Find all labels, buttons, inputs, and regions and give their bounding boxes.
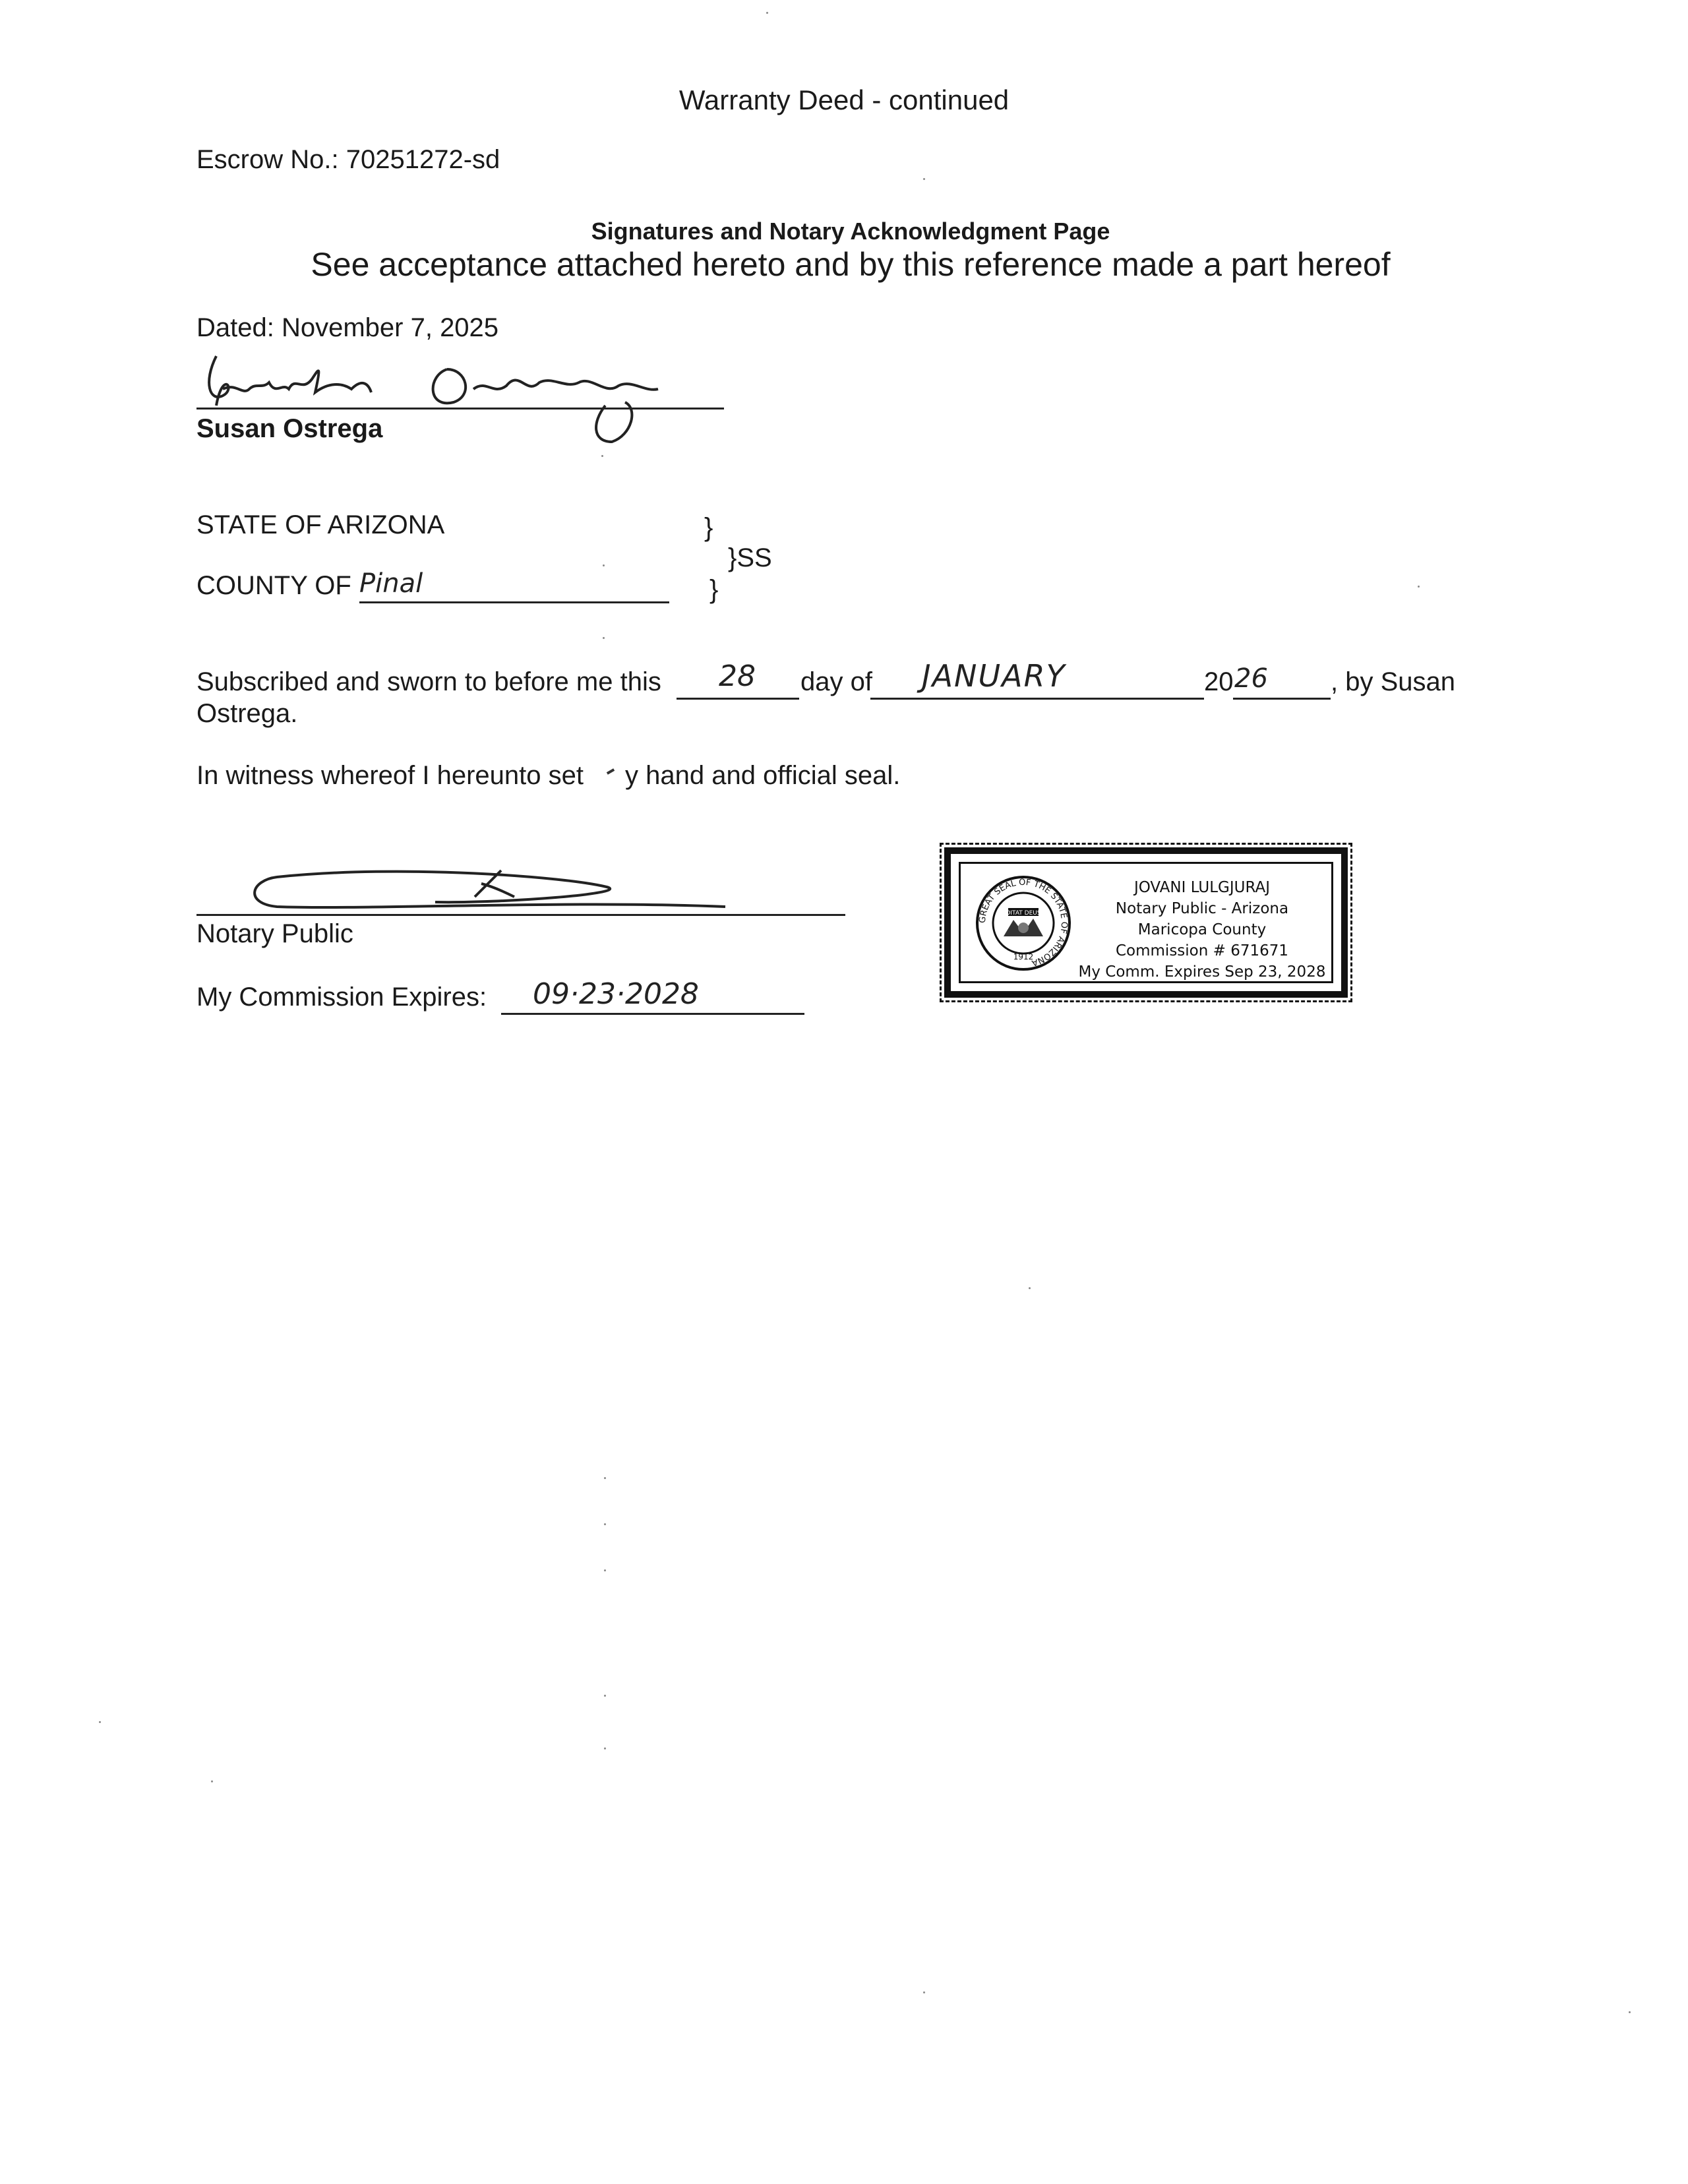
scan-speck — [601, 455, 603, 457]
scan-speck — [603, 564, 605, 566]
jurat-year-line — [1233, 698, 1331, 700]
section-subheading: See acceptance attached hereto and by this reference made a part hereof — [311, 246, 1391, 283]
jurat-month-line — [870, 698, 1204, 700]
stamp-expiration: My Comm. Expires Sep 23, 2028 — [1078, 963, 1326, 981]
commission-value: 09·23·2028 — [533, 977, 699, 1011]
stamp-commission: Commission # 671671 — [1115, 942, 1289, 959]
notary-signature-line — [196, 914, 845, 916]
notary-signature — [237, 857, 752, 923]
venue-brace-bottom: } — [709, 575, 719, 604]
scan-speck — [766, 12, 768, 14]
seal-year: 1912 — [1013, 952, 1034, 961]
scan-speck — [923, 1991, 925, 1993]
commission-label: My Commission Expires: — [196, 983, 487, 1012]
scan-speck — [604, 1523, 606, 1525]
scan-speck — [604, 1747, 606, 1749]
notary-stamp — [944, 847, 1348, 998]
county-label: COUNTY OF — [196, 571, 351, 600]
jurat-year-prefix: 20 — [1204, 667, 1234, 696]
jurat-month: JANUARY — [922, 658, 1066, 694]
state-label: STATE OF ARIZONA — [196, 510, 445, 539]
jurat-text-2: day of — [800, 667, 872, 696]
scan-speck — [1029, 1287, 1031, 1289]
jurat-text-1: Subscribed and sworn to before me this — [196, 667, 661, 696]
witness-text-b: y hand and official seal. — [625, 761, 901, 790]
scan-speck — [604, 1695, 606, 1697]
scan-speck — [1629, 2011, 1631, 2013]
signer-name: Susan Ostrega — [196, 414, 383, 443]
signer-signature-line — [196, 408, 724, 410]
scan-speck — [604, 1477, 606, 1479]
commission-line — [501, 1013, 804, 1015]
notary-label: Notary Public — [196, 919, 353, 948]
witness-text-a: In witness whereof I hereunto set — [196, 761, 584, 790]
jurat-text-line2: Ostrega. — [196, 699, 298, 728]
venue-brace-top: } — [704, 513, 713, 542]
jurat-year-suffix: 26 — [1234, 663, 1268, 694]
escrow-number: Escrow No.: 70251272-sd — [196, 145, 500, 174]
scan-speck — [604, 1569, 606, 1571]
jurat-day-line — [677, 698, 799, 700]
county-value: Pinal — [359, 568, 423, 599]
document-title: Warranty Deed - continued — [678, 84, 1010, 115]
scan-speck — [99, 1721, 101, 1723]
jurat-text-3: , by Susan — [1331, 667, 1456, 696]
scan-speck — [1418, 586, 1420, 588]
state-seal-icon — [974, 874, 1073, 973]
witness-mark — [607, 768, 615, 774]
seal-ring-text: GREAT SEAL OF THE STATE OF ARIZONA — [977, 877, 1070, 968]
dated-line: Dated: November 7, 2025 — [196, 313, 499, 342]
seal-motto: DITAT DEUS — [1006, 910, 1041, 917]
scan-speck — [211, 1780, 213, 1782]
scan-speck — [923, 178, 925, 180]
scan-speck — [603, 637, 605, 639]
county-line — [359, 601, 669, 603]
jurat-day: 28 — [719, 659, 756, 693]
venue-ss: }SS — [728, 543, 772, 572]
stamp-notary-name: JOVANI LULGJURAJ — [1133, 879, 1271, 896]
section-heading: Signatures and Notary Acknowledgment Page — [591, 218, 1110, 245]
stamp-county: Maricopa County — [1137, 921, 1267, 938]
notary-stamp-border — [959, 862, 1333, 983]
stamp-notary-title: Notary Public - Arizona — [1115, 900, 1289, 917]
